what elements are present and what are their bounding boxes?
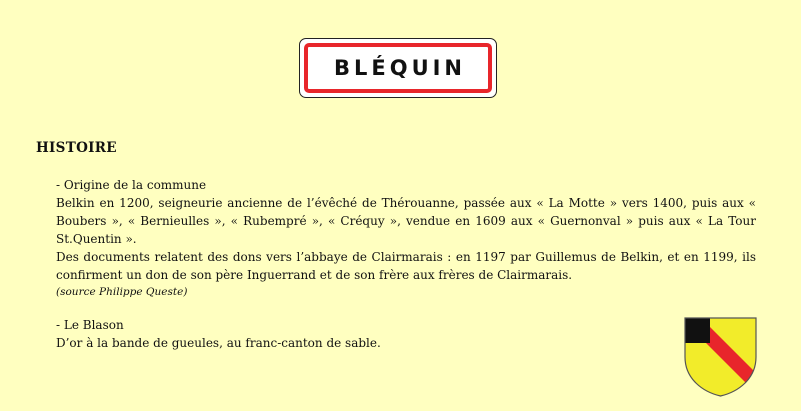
coat-of-arms-shield-icon: [684, 317, 757, 397]
town-sign: [299, 38, 497, 98]
town-sign-border: [304, 43, 492, 93]
town-name: BLÉQUIN: [333, 56, 467, 80]
blason-description: D’or à la bande de gueules, au franc-canton de sable.: [56, 336, 381, 350]
source-citation: (source Philippe Queste): [56, 286, 188, 298]
spacer: [56, 300, 756, 316]
section-title: HISTOIRE: [36, 140, 117, 156]
history-content: [56, 176, 756, 352]
origin-paragraph-1: Belkin en 1200, seigneurie ancienne de l’évêché de Thérouanne, passée aux « La Motte » vers 1400, puis aux « Boubers », « Bernieulles », « Rubempré », « Créquy », vendue en 1609 aux « Guernonval » puis aux « La Tour St.Quentin ».: [56, 196, 756, 246]
origin-heading: - Origine de la commune: [56, 178, 207, 192]
origin-paragraph-2: Des documents relatent des dons vers l’abbaye de Clairmarais : en 1197 par Guillemus de Belkin, et en 1199, ils confirment un don de son père Inguerrand et de son frère aux frères de Clairmarais.: [56, 250, 756, 282]
blason-heading: - Le Blason: [56, 318, 124, 332]
